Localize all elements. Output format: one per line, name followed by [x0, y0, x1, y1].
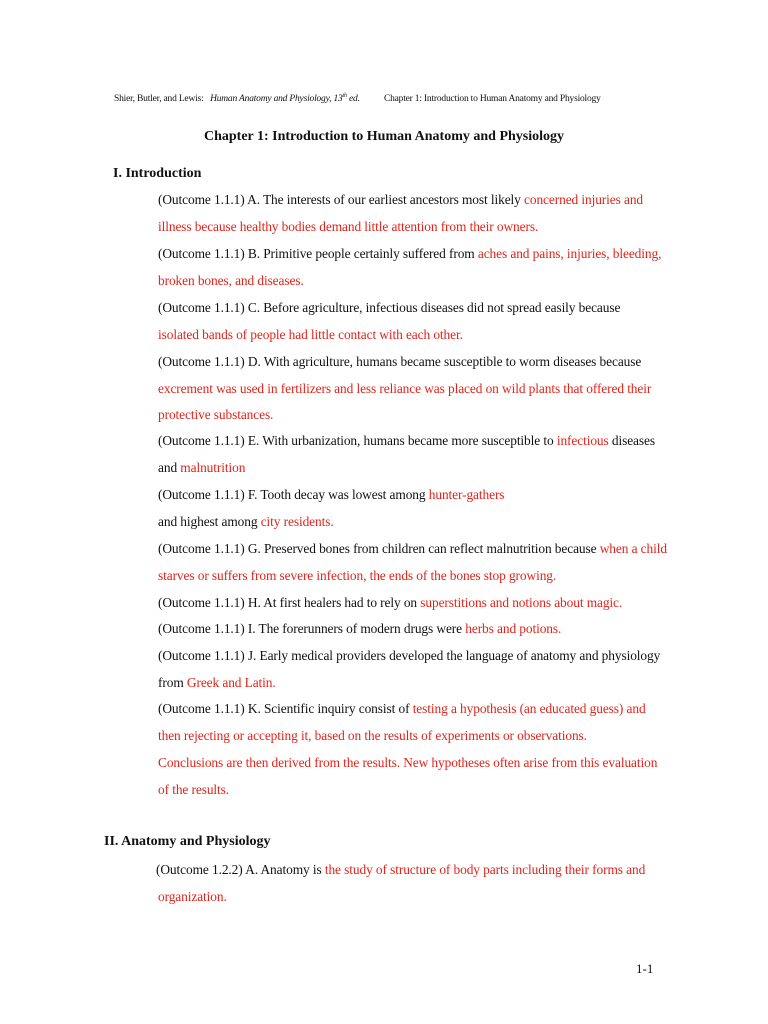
outline-line — [158, 460, 245, 476]
outline-line — [158, 675, 276, 691]
line-answer-text: the study of structure of body parts including their forms and — [324, 862, 646, 877]
outline-line — [158, 755, 657, 771]
line-answer-text: then rejecting or accepting it, based on the results of experiments or observations. — [158, 728, 587, 743]
line-answer-text: concerned injuries and — [524, 192, 644, 207]
line-text: (Outcome 1.1.1) E. With urbanization, humans became more susceptible to — [158, 433, 557, 448]
outline-line — [158, 621, 561, 637]
line-answer-text: excrement was used in fertilizers and less reliance was placed on wild plants that offered their — [158, 381, 652, 396]
line-answer-text: malnutrition — [180, 460, 246, 475]
header-edition-suffix: ed. — [346, 94, 360, 105]
outline-line — [158, 728, 587, 744]
outline-line — [158, 487, 504, 503]
outline-line — [158, 568, 556, 584]
outline-line — [158, 273, 304, 289]
line-text: (Outcome 1.1.1) G. Preserved bones from children can reflect malnutrition because — [158, 541, 600, 556]
line-answer-text: when a child — [599, 541, 667, 556]
line-answer-text: city residents. — [260, 514, 334, 529]
outline-line — [158, 541, 667, 557]
section-heading-introduction: I. Introduction — [113, 166, 202, 181]
line-text: (Outcome 1.1.1) H. At first healers had to rely on — [158, 595, 421, 610]
line-text: (Outcome 1.2.2) A. Anatomy is — [156, 862, 325, 877]
line-answer-text: Greek and Latin. — [186, 675, 276, 690]
line-answer-text: Conclusions are then derived from the results. New hypotheses often arise from this evaluation — [158, 755, 658, 770]
page-title — [0, 129, 768, 145]
header-chapter-ref: Chapter 1: Introduction to Human Anatomy and Physiology — [383, 94, 601, 105]
running-header — [114, 93, 734, 104]
line-text: (Outcome 1.1.1) J. Early medical providers developed the language of anatomy and physiology — [158, 648, 661, 663]
outline-line — [158, 701, 646, 717]
outline-line — [158, 219, 538, 235]
line-text: (Outcome 1.1.1) B. Primitive people certainly suffered from — [158, 246, 478, 261]
line-answer-text: of the results. — [158, 782, 230, 797]
section-heading-anatomy-physiology: II. Anatomy and Physiology — [104, 834, 271, 849]
line-text: (Outcome 1.1.1) D. With agriculture, humans became susceptible to worm diseases because — [158, 354, 642, 369]
line-answer-text: organization. — [158, 889, 227, 904]
outline-line — [156, 862, 645, 878]
outline-line — [158, 354, 641, 370]
header-authors: Shier, Butler, and Lewis: — [114, 94, 204, 105]
line-text-tail: diseases — [608, 433, 655, 448]
line-answer-text: infectious — [556, 433, 609, 448]
line-text: (Outcome 1.1.1) I. The forerunners of modern drugs were — [158, 621, 466, 636]
line-answer-text: superstitions and notions about magic. — [420, 595, 623, 610]
line-answer-text: isolated bands of people had little contact with each other. — [158, 327, 463, 342]
line-answer-text: hunter-gathers — [428, 487, 505, 502]
outline-line — [158, 407, 273, 423]
line-answer-text: testing a hypothesis (an educated guess) and — [412, 701, 646, 716]
outline-line — [158, 782, 229, 798]
line-answer-text: aches and pains, injuries, bleeding, — [477, 246, 662, 261]
outline-line — [158, 327, 463, 343]
line-answer-text: illness because healthy bodies demand little attention from their owners. — [158, 219, 539, 234]
outline-line — [158, 595, 622, 611]
line-text: (Outcome 1.1.1) C. Before agriculture, infectious diseases did not spread easily because — [158, 300, 621, 315]
line-text: from — [158, 675, 187, 690]
outline-line — [158, 514, 334, 530]
outline-line — [158, 648, 660, 664]
outline-line — [158, 246, 661, 262]
line-answer-text: starves or suffers from severe infection, the ends of the bones stop growing. — [158, 568, 557, 583]
page-title-text: Chapter 1: Introduction to Human Anatomy and Physiology — [203, 129, 565, 144]
line-text: (Outcome 1.1.1) A. The interests of our earliest ancestors most likely — [158, 192, 525, 207]
line-answer-text: broken bones, and diseases. — [158, 273, 304, 288]
outline-line — [158, 433, 655, 449]
line-answer-text: herbs and potions. — [465, 621, 562, 636]
outline-line — [158, 889, 227, 905]
outline-line — [158, 381, 651, 397]
line-text: (Outcome 1.1.1) K. Scientific inquiry consist of — [158, 701, 413, 716]
line-text: (Outcome 1.1.1) F. Tooth decay was lowest among — [158, 487, 429, 502]
header-book-title: Human Anatomy and Physiology, 13 — [210, 94, 343, 105]
page-number: 1-1 — [636, 961, 654, 976]
line-answer-text: protective substances. — [158, 407, 274, 422]
outline-line — [158, 192, 643, 208]
line-text: and — [158, 460, 181, 475]
outline-line — [158, 300, 620, 316]
line-text: and highest among — [158, 514, 261, 529]
header-edition-sup: th — [342, 93, 347, 99]
